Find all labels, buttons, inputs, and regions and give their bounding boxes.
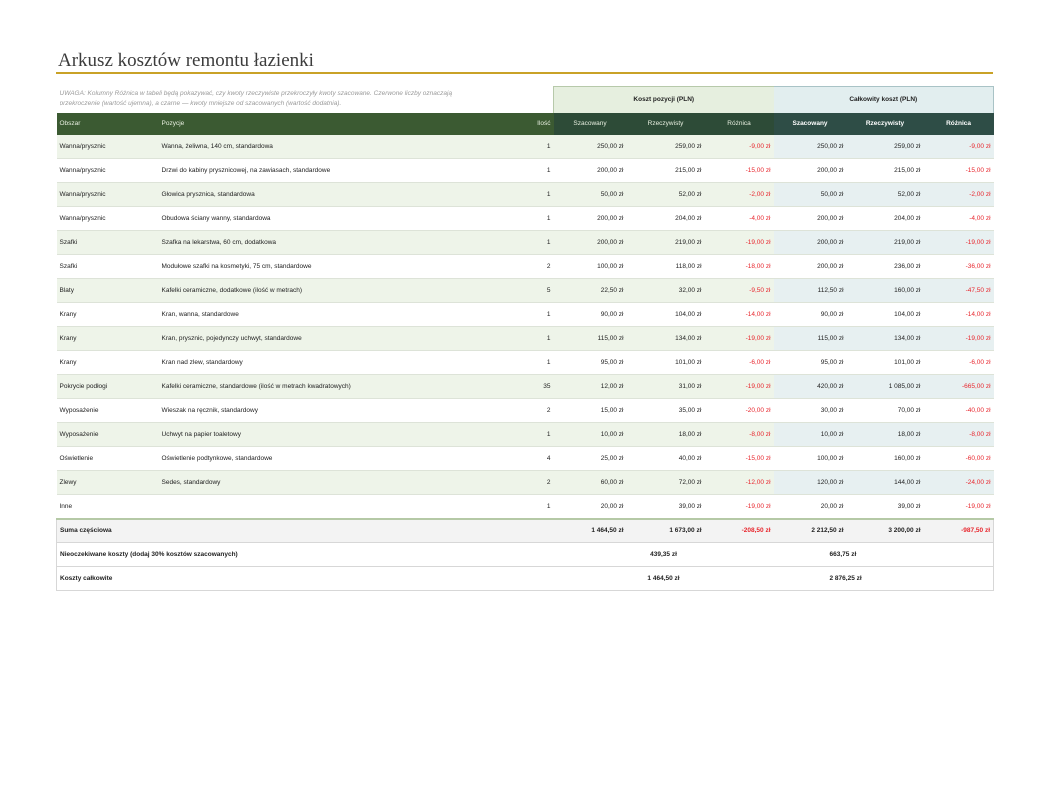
estimated-cell[interactable]: 20,00 zł [554,494,627,519]
total-difference-cell[interactable]: -9,00 zł [924,135,994,159]
table-row [57,302,994,326]
difference-cell[interactable]: -20,00 zł [705,398,774,422]
area-cell[interactable]: Wanna/prysznic [57,135,159,159]
subtotal-item-empty[interactable] [159,519,482,543]
subtotal-total-estimated[interactable]: 2 212,50 zł [774,519,847,543]
table-row [57,206,994,230]
item-cell[interactable]: Sedes, standardowy [159,470,482,494]
total-estimated-cell[interactable]: 200,00 zł [774,230,847,254]
grand-total-label[interactable]: Koszty całkowite [57,566,554,590]
qty-cell[interactable]: 1 [482,182,554,206]
actual-cell[interactable]: 35,00 zł [627,398,705,422]
item-cell[interactable]: Kran nad zlew, standardowy [159,350,482,374]
area-cell[interactable]: Szafki [57,254,159,278]
total-actual-cell[interactable]: 101,00 zł [847,350,924,374]
area-cell[interactable]: Krany [57,326,159,350]
total-estimated-cell[interactable]: 100,00 zł [774,446,847,470]
difference-cell[interactable]: -19,00 zł [705,374,774,398]
area-cell[interactable]: Zlewy [57,470,159,494]
area-cell[interactable]: Oświetlenie [57,446,159,470]
item-cell[interactable]: Kafelki ceramiczne, standardowe (ilość w metrach kwadratowych) [159,374,482,398]
estimated-cell[interactable]: 60,00 zł [554,470,627,494]
col-header-actual[interactable]: Rzeczywisty [627,113,705,135]
table-row [57,326,994,350]
table-row [57,374,994,398]
total-actual-cell[interactable]: 70,00 zł [847,398,924,422]
total-estimated-cell[interactable]: 20,00 zł [774,494,847,519]
table-row [57,230,994,254]
col-header-estimated[interactable]: Szacowany [554,113,627,135]
col-header-area[interactable]: Obszar [57,113,159,135]
total-estimated-cell[interactable]: 112,50 zł [774,278,847,302]
total-estimated-cell[interactable]: 200,00 zł [774,254,847,278]
total-actual-cell[interactable]: 160,00 zł [847,278,924,302]
cost-table [56,86,994,591]
item-cell[interactable]: Wieszak na ręcznik, standardowy [159,398,482,422]
actual-cell[interactable]: 18,00 zł [627,422,705,446]
qty-cell[interactable]: 1 [482,350,554,374]
item-cell[interactable]: Obudowa ściany wanny, standardowa [159,206,482,230]
total-estimated-cell[interactable]: 115,00 zł [774,326,847,350]
area-cell[interactable]: Wanna/prysznic [57,182,159,206]
group-total-cost: Całkowity koszt (PLN) [774,87,994,113]
subtotal-difference[interactable]: -208,50 zł [705,519,774,543]
difference-cell[interactable]: -2,00 zł [705,182,774,206]
grand-total-total-value[interactable]: 2 876,25 zł [774,566,994,590]
difference-cell[interactable]: -14,00 zł [705,302,774,326]
actual-cell[interactable]: 219,00 zł [627,230,705,254]
subtotal-label[interactable]: Suma częściowa [57,519,159,543]
qty-cell[interactable]: 1 [482,326,554,350]
total-actual-cell[interactable]: 215,00 zł [847,158,924,182]
total-estimated-cell[interactable]: 250,00 zł [774,135,847,159]
qty-cell[interactable]: 1 [482,135,554,159]
table-row [57,158,994,182]
unexpected-costs-row [57,542,994,566]
table-row [57,494,994,519]
area-cell[interactable]: Krany [57,302,159,326]
estimated-cell[interactable]: 22,50 zł [554,278,627,302]
note-line-2: przekroczenie (wartość ujemna), a czarne — kwoty mniejsze od szacowanych (wartość dodatnia). [59,99,342,107]
total-estimated-cell[interactable]: 10,00 zł [774,422,847,446]
estimated-cell[interactable]: 200,00 zł [554,206,627,230]
item-cell[interactable]: Oświetlenie podtynkowe, standardowe [159,446,482,470]
total-estimated-cell[interactable]: 90,00 zł [774,302,847,326]
subtotal-total-difference[interactable]: -987,50 zł [924,519,994,543]
table-row [57,278,994,302]
total-difference-cell[interactable]: -36,00 zł [924,254,994,278]
estimated-cell[interactable]: 15,00 zł [554,398,627,422]
actual-cell[interactable]: 32,00 zł [627,278,705,302]
qty-cell[interactable]: 1 [482,494,554,519]
estimated-cell[interactable]: 10,00 zł [554,422,627,446]
actual-cell[interactable]: 31,00 zł [627,374,705,398]
actual-cell[interactable]: 259,00 zł [627,135,705,159]
total-estimated-cell[interactable]: 95,00 zł [774,350,847,374]
difference-cell[interactable]: -18,00 zł [705,254,774,278]
item-cell[interactable]: Szafka na lekarstwa, 60 cm, dodatkowa [159,230,482,254]
unexpected-costs-item-value[interactable]: 439,35 zł [554,542,774,566]
total-difference-cell[interactable]: -19,00 zł [924,326,994,350]
total-estimated-cell[interactable]: 30,00 zł [774,398,847,422]
total-difference-cell[interactable]: -8,00 zł [924,422,994,446]
note-line-1: UWAGA: Kolumny Różnica w tabeli będą pokazywać, czy kwoty rzeczywiste przekroczyły kwoty szacowane. Czerwone liczby oznaczają [59,89,453,97]
total-difference-cell[interactable]: -60,00 zł [924,446,994,470]
item-cell[interactable] [159,494,482,519]
estimated-cell[interactable]: 200,00 zł [554,230,627,254]
col-header-total-actual[interactable]: Rzeczywisty [847,113,924,135]
total-difference-cell[interactable]: -4,00 zł [924,206,994,230]
area-cell[interactable]: Szafki [57,230,159,254]
qty-cell[interactable]: 1 [482,206,554,230]
item-cell[interactable]: Uchwyt na papier toaletowy [159,422,482,446]
col-header-difference[interactable]: Różnica [705,113,774,135]
subtotal-row [57,519,994,543]
item-cell[interactable]: Kafelki ceramiczne, dodatkowe (ilość w metrach) [159,278,482,302]
actual-cell[interactable]: 101,00 zł [627,350,705,374]
table-row [57,422,994,446]
total-estimated-cell[interactable]: 120,00 zł [774,470,847,494]
area-cell[interactable]: Wyposażenie [57,398,159,422]
actual-cell[interactable]: 215,00 zł [627,158,705,182]
item-cell[interactable]: Drzwi do kabiny prysznicowej, na zawiasach, standardowe [159,158,482,182]
grand-total-row [57,566,994,590]
estimated-cell[interactable]: 90,00 zł [554,302,627,326]
total-actual-cell[interactable]: 144,00 zł [847,470,924,494]
actual-cell[interactable]: 52,00 zł [627,182,705,206]
total-actual-cell[interactable]: 134,00 zł [847,326,924,350]
total-difference-cell[interactable]: -19,00 zł [924,230,994,254]
total-estimated-cell[interactable]: 200,00 zł [774,206,847,230]
grand-total-item-value[interactable]: 1 464,50 zł [554,566,774,590]
difference-cell[interactable]: -4,00 zł [705,206,774,230]
qty-cell[interactable]: 1 [482,302,554,326]
subtotal-total-actual[interactable]: 3 200,00 zł [847,519,924,543]
unexpected-costs-total-value[interactable]: 663,75 zł [774,542,994,566]
title-underline [56,72,993,74]
item-cell[interactable]: Głowica prysznica, standardowa [159,182,482,206]
table-row [57,182,994,206]
page-title: Arkusz kosztów remontu łazienki [58,50,314,71]
total-difference-cell[interactable]: -665,00 zł [924,374,994,398]
difference-cell[interactable]: -15,00 zł [705,158,774,182]
estimated-cell[interactable]: 250,00 zł [554,135,627,159]
total-actual-cell[interactable]: 160,00 zł [847,446,924,470]
area-cell[interactable]: Inne [57,494,159,519]
area-cell[interactable]: Pokrycie podłogi [57,374,159,398]
actual-cell[interactable]: 204,00 zł [627,206,705,230]
group-header-row [57,87,994,113]
qty-cell[interactable]: 4 [482,446,554,470]
total-actual-cell[interactable]: 219,00 zł [847,230,924,254]
column-header-row [57,113,994,135]
total-actual-cell[interactable]: 104,00 zł [847,302,924,326]
difference-cell[interactable]: -12,00 zł [705,470,774,494]
col-header-qty[interactable]: Ilość [482,113,554,135]
total-difference-cell[interactable]: -24,00 zł [924,470,994,494]
total-difference-cell[interactable]: -14,00 zł [924,302,994,326]
note-cell [57,87,554,113]
col-header-total-difference[interactable]: Różnica [924,113,994,135]
item-cell[interactable]: Wanna, żeliwna, 140 cm, standardowa [159,135,482,159]
difference-cell[interactable]: -19,00 zł [705,230,774,254]
area-cell[interactable]: Wanna/prysznic [57,206,159,230]
subtotal-qty-empty[interactable] [482,519,554,543]
area-cell[interactable]: Blaty [57,278,159,302]
table-row [57,470,994,494]
difference-cell[interactable]: -8,00 zł [705,422,774,446]
total-difference-cell[interactable]: -6,00 zł [924,350,994,374]
total-difference-cell[interactable]: -2,00 zł [924,182,994,206]
total-difference-cell[interactable]: -40,00 zł [924,398,994,422]
difference-cell[interactable]: -19,00 zł [705,326,774,350]
area-cell[interactable]: Krany [57,350,159,374]
qty-cell[interactable]: 35 [482,374,554,398]
actual-cell[interactable]: 134,00 zł [627,326,705,350]
total-actual-cell[interactable]: 259,00 zł [847,135,924,159]
qty-cell[interactable]: 2 [482,470,554,494]
subtotal-actual[interactable]: 1 673,00 zł [627,519,705,543]
item-cell[interactable]: Modułowe szafki na kosmetyki, 75 cm, standardowe [159,254,482,278]
estimated-cell[interactable]: 12,00 zł [554,374,627,398]
total-actual-cell[interactable]: 204,00 zł [847,206,924,230]
difference-cell[interactable]: -15,00 zł [705,446,774,470]
group-item-cost: Koszt pozycji (PLN) [554,87,774,113]
qty-cell[interactable]: 2 [482,398,554,422]
item-cell[interactable]: Kran, wanna, standardowe [159,302,482,326]
col-header-item[interactable]: Pozycje [159,113,482,135]
subtotal-estimated[interactable]: 1 464,50 zł [554,519,627,543]
actual-cell[interactable]: 118,00 zł [627,254,705,278]
table-row [57,135,994,159]
estimated-cell[interactable]: 25,00 zł [554,446,627,470]
qty-cell[interactable]: 5 [482,278,554,302]
table-row [57,398,994,422]
qty-cell[interactable]: 2 [482,254,554,278]
qty-cell[interactable]: 1 [482,422,554,446]
estimated-cell[interactable]: 200,00 zł [554,158,627,182]
unexpected-costs-label[interactable]: Nieoczekiwane koszty (dodaj 30% kosztów szacowanych) [57,542,554,566]
qty-cell[interactable]: 1 [482,158,554,182]
actual-cell[interactable]: 104,00 zł [627,302,705,326]
estimated-cell[interactable]: 50,00 zł [554,182,627,206]
area-cell[interactable]: Wanna/prysznic [57,158,159,182]
col-header-total-estimated[interactable]: Szacowany [774,113,847,135]
area-cell[interactable]: Wyposażenie [57,422,159,446]
difference-cell[interactable]: -9,00 zł [705,135,774,159]
difference-cell[interactable]: -9,50 zł [705,278,774,302]
total-actual-cell[interactable]: 39,00 zł [847,494,924,519]
estimated-cell[interactable]: 100,00 zł [554,254,627,278]
total-actual-cell[interactable]: 52,00 zł [847,182,924,206]
actual-cell[interactable]: 72,00 zł [627,470,705,494]
total-estimated-cell[interactable]: 200,00 zł [774,158,847,182]
total-difference-cell[interactable]: -47,50 zł [924,278,994,302]
total-actual-cell[interactable]: 236,00 zł [847,254,924,278]
item-cell[interactable]: Kran, prysznic, pojedynczy uchwyt, standardowe [159,326,482,350]
table-row [57,254,994,278]
total-actual-cell[interactable]: 1 085,00 zł [847,374,924,398]
table-body [57,135,994,519]
difference-cell[interactable]: -19,00 zł [705,494,774,519]
actual-cell[interactable]: 39,00 zł [627,494,705,519]
table-row [57,350,994,374]
table-row [57,446,994,470]
total-difference-cell[interactable]: -15,00 zł [924,158,994,182]
total-difference-cell[interactable]: -19,00 zł [924,494,994,519]
difference-cell[interactable]: -6,00 zł [705,350,774,374]
estimated-cell[interactable]: 115,00 zł [554,326,627,350]
total-estimated-cell[interactable]: 420,00 zł [774,374,847,398]
qty-cell[interactable]: 1 [482,230,554,254]
estimated-cell[interactable]: 95,00 zł [554,350,627,374]
actual-cell[interactable]: 40,00 zł [627,446,705,470]
total-actual-cell[interactable]: 18,00 zł [847,422,924,446]
total-estimated-cell[interactable]: 50,00 zł [774,182,847,206]
